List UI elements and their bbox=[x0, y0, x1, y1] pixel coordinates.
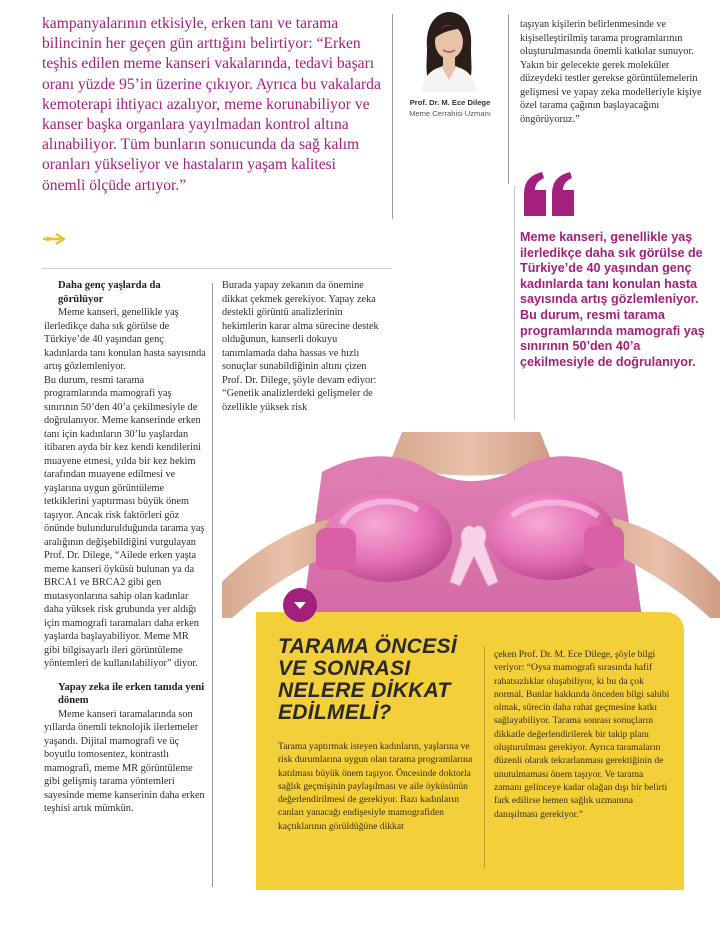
chevron-circle[interactable] bbox=[283, 588, 317, 622]
pull-quote-rule bbox=[514, 186, 515, 421]
lead-quote: kampanyalarının etkisiyle, erken tanı ve tarama bilincinin her geçen gün arttığını belirtiyor: “Erken teşhis edilen meme kanseri vakalarında, tedavi başarı oranı yüzde 95’in üzerine çıkıyor. Ayrıca bu vakalarda kemoterapi ihtiyacı azalıyor, meme korunabiliyor ve kanser başka organlara yayılmadan kontrol altına alınabiliyor. Tüm bunların sonucunda da sağ kalım oranları yükseliyor ve hastaların yaşam kalitesi önemli ölçüde artıyor.” bbox=[42, 15, 381, 194]
section-heading: Yapay zeka ile erken tanıda yeni dönem bbox=[58, 681, 205, 706]
paragraph: Bu durum, resmi tarama programlarında mamografi yaş sınırının 50’den 40’a çekilmesiyle de doğrulanıyor. Meme kanserinde erken tanı için kadınların 30’lu yaşlardan itibaren ayda bir kez kendi kendilerini muayene etmesi, yılda bir kez hekim tarafından muayene edilmesi ve yaşlarına uygun görüntüleme tetkiklerini yaptırması büyük önem taşıyor. Ancak risk faktörleri göz önünde bulundurulduğunda tarama yaş aralığının değişebildiğini vurgulayan Prof. Dr. Dilege, “Ailede erken yaşta meme kanseri öyküsü bulunan ya da BRCA1 ve BRCA2 gibi gen mutasyonlarına sahip olan kadınlar daha yüksek risk grubunda yer aldığı için mamografi taramaları daha erken yaşlarda başlayabiliyor. Meme MR gibi bilgisayarlı ileri görüntüleme yöntemleri de kullanılabiliyor” diyor. bbox=[44, 374, 205, 669]
column-2: Burada yapay zekanın da önemine dikkat çekmek gerekiyor. Yapay zeka destekli görüntü analizlerinin hekimlerin karar alma sürecine destek olduğunun, kanserli dokuyu tanımlamada daha hassas ve hızlı sonuçlar sunabildiğinin altını çizen Prof. Dr. Dilege, şöyle devam ediyor: “Genetik analizlerdeki gelişmeler de özellikle yüksek risk bbox=[222, 280, 379, 413]
paragraph: Meme kanseri taramalarında son yıllarda önemli teknolojik ilerlemeler yaşandı. Dijital mamografi ve üç boyutlu tomosentez, kontrastlı mamografi, meme MR görüntüleme gibi gelişmiş tarama yöntemleri sayesinde meme kanserinin daha erken teşhisi artık mümkün. bbox=[44, 708, 205, 814]
section-rule bbox=[42, 268, 392, 269]
arrow-right-icon bbox=[42, 232, 68, 246]
chevron-down-icon bbox=[283, 588, 317, 622]
box-title: TARAMA ÖNCESİ VE SONRASI NELERE DİKKAT EDİLMELİ? bbox=[278, 635, 457, 724]
box-divider bbox=[484, 646, 485, 868]
column-divider bbox=[212, 283, 213, 887]
column-divider bbox=[392, 14, 393, 219]
doctor-title: Meme Cerrahisi Uzmanı bbox=[409, 109, 491, 118]
doctor-name: Prof. Dr. M. Ece Dilege bbox=[409, 98, 491, 107]
box-left-column: Tarama yaptırmak isteyen kadınların, yaşlarına ve risk durumlarına uygun olan tarama programlarına katılması büyük önem taşıyor. Öncesinde doktorla sağlık geçmişinin paylaşılması ve aile öyküsünün değerlendirilmesi de gerekiyor. Bazı kadınların canları yanacağı endişesiyle mamografiden kaçtıklarının görüldüğüne dikkat bbox=[278, 741, 473, 832]
column-1 bbox=[44, 279, 206, 816]
quote-mark-icon bbox=[522, 172, 578, 218]
paragraph: Meme kanseri, genellikle yaş ilerledikçe daha sık görülse de Türkiye’de 40 yaşından genç kadınlarda tanı konulan hasta sayısında artış gözlemleniyor. bbox=[44, 307, 206, 372]
right-top-text: taşıyan kişilerin belirlenmesinde ve kişiselleştirilmiş tarama programlarının oluşturulmasında önemli katkılar sunuyor. Yakın bir gelecekte gerek moleküler düzeydeki testler gerekse görüntülemelerin gelişmesi ve yapay zeka modelleriyle kişiye özel tarama çağının başlayacağını öngörüyoruz.” bbox=[520, 19, 702, 125]
section-heading: Daha genç yaşlarda da görülüyor bbox=[58, 280, 161, 305]
pull-quote: Meme kanseri, genellikle yaş ilerledikçe daha sık görülse de Türkiye’de 40 yaşından genç kadınlarda tanı konulan hasta sayısında artış gözlemleniyor. Bu durum, resmi tarama programlarında mamografi yaş sınırının 50’den 40’a çekilmesiyle de doğrulanıyor. bbox=[520, 230, 705, 369]
box-right-column: çeken Prof. Dr. M. Ece Dilege, şöyle bilgi veriyor: “Oysa mamografi sırasında hafif rahatsızlıklar oluşabiliyor, ki bu da çok normal. Bunlar hakkında önceden bilgi sahibi olmak, sürecin daha rahat geçmesine katkı sağlayabiliyor. Tarama sonrası sonuçların dikkatle değerlendirilerek bir takip planı oluşturulması gerekiyor. Ayrıca taramaların düzenli olarak tekrarlanması gerektiğinin de unutulmaması önem taşıyor. Ve tarama zamanı gelinceye kadar olağan dışı bir belirti fark edilirse hemen sağlık uzmanına danışılması gerekiyor.” bbox=[494, 649, 670, 820]
column-divider bbox=[508, 14, 509, 184]
doctor-portrait bbox=[415, 8, 483, 92]
